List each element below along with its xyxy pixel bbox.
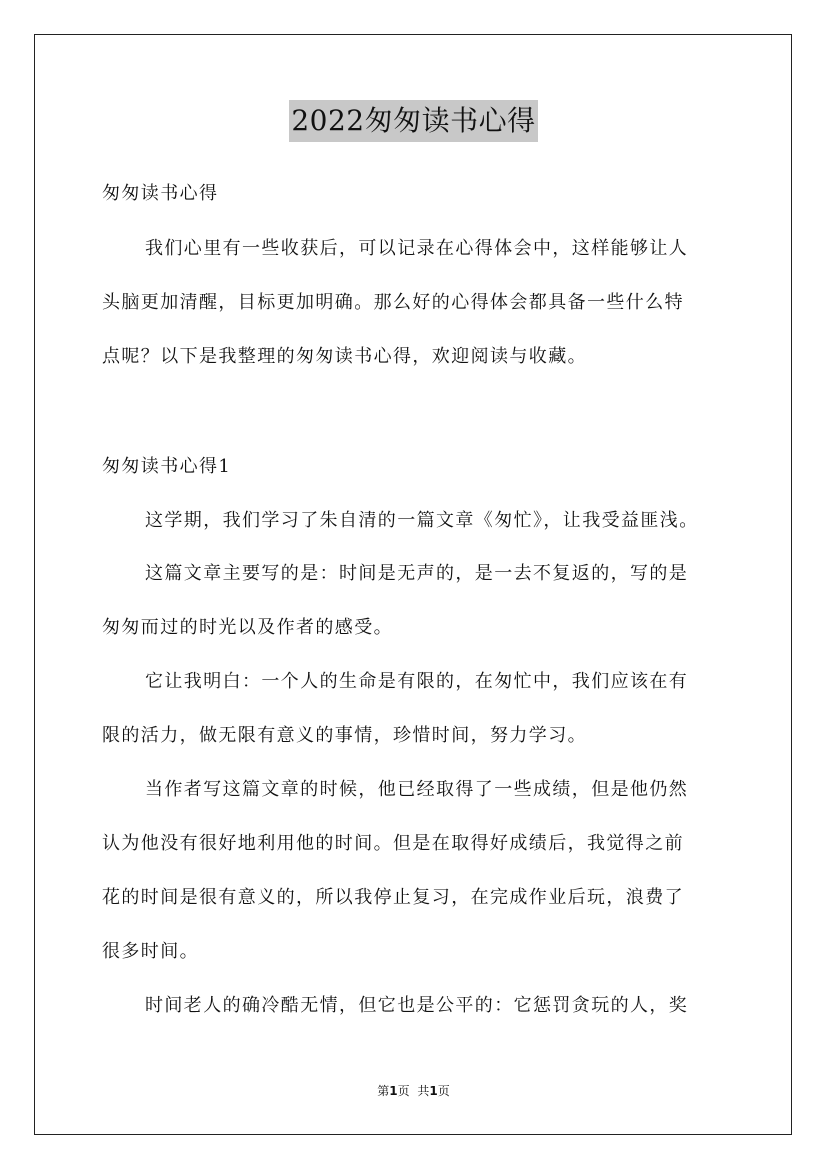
body-line-3: 匆匆而过的时光以及作者的感受。 (102, 617, 393, 638)
body-line-5: 限的活力，做无限有意义的事情，珍惜时间，努力学习。 (102, 725, 587, 746)
intro-line-1: 我们心里有一些收获后，可以记录在心得体会中，这样能够让人 (145, 238, 689, 259)
page-footer (0, 1083, 827, 1099)
body-line-6: 当作者写这篇文章的时候，他已经取得了一些成绩，但是他仍然 (145, 779, 689, 800)
intro-line-3: 点呢？以下是我整理的匆匆读书心得，欢迎阅读与收藏。 (102, 346, 587, 367)
footer-total-suffix: 页 (437, 1084, 450, 1098)
subtitle: 匆匆读书心得 (102, 183, 219, 204)
body-line-8: 花的时间是很有意义的，所以我停止复习，在完成作业后玩，浪费了 (102, 887, 684, 908)
footer-prefix: 第 (377, 1084, 390, 1098)
body-line-1: 这学期，我们学习了朱自清的一篇文章《匆忙》，让我受益匪浅。 (145, 510, 699, 531)
footer-page-suffix: 页 (397, 1084, 410, 1098)
body-line-4: 它让我明白：一个人的生命是有限的，在匆忙中，我们应该在有 (145, 671, 689, 692)
footer-page-number: 1 (389, 1084, 398, 1098)
body-line-7: 认为他没有很好地利用他的时间。但是在取得好成绩后，我觉得之前 (102, 833, 684, 854)
body-line-10: 时间老人的确冷酷无情，但它也是公平的：它惩罚贪玩的人，奖 (145, 995, 689, 1016)
footer-total-prefix: 共 (417, 1084, 430, 1098)
body-line-9: 很多时间。 (102, 941, 199, 962)
document-title: 2022匆匆读书心得 (289, 100, 537, 142)
title-container (0, 100, 827, 142)
body-line-2: 这篇文章主要写的是：时间是无声的，是一去不复返的，写的是 (145, 563, 689, 584)
footer-total-pages: 1 (429, 1084, 438, 1098)
intro-line-2: 头脑更加清醒，目标更加明确。那么好的心得体会都具备一些什么特 (102, 292, 684, 313)
section-heading: 匆匆读书心得1 (102, 456, 232, 477)
